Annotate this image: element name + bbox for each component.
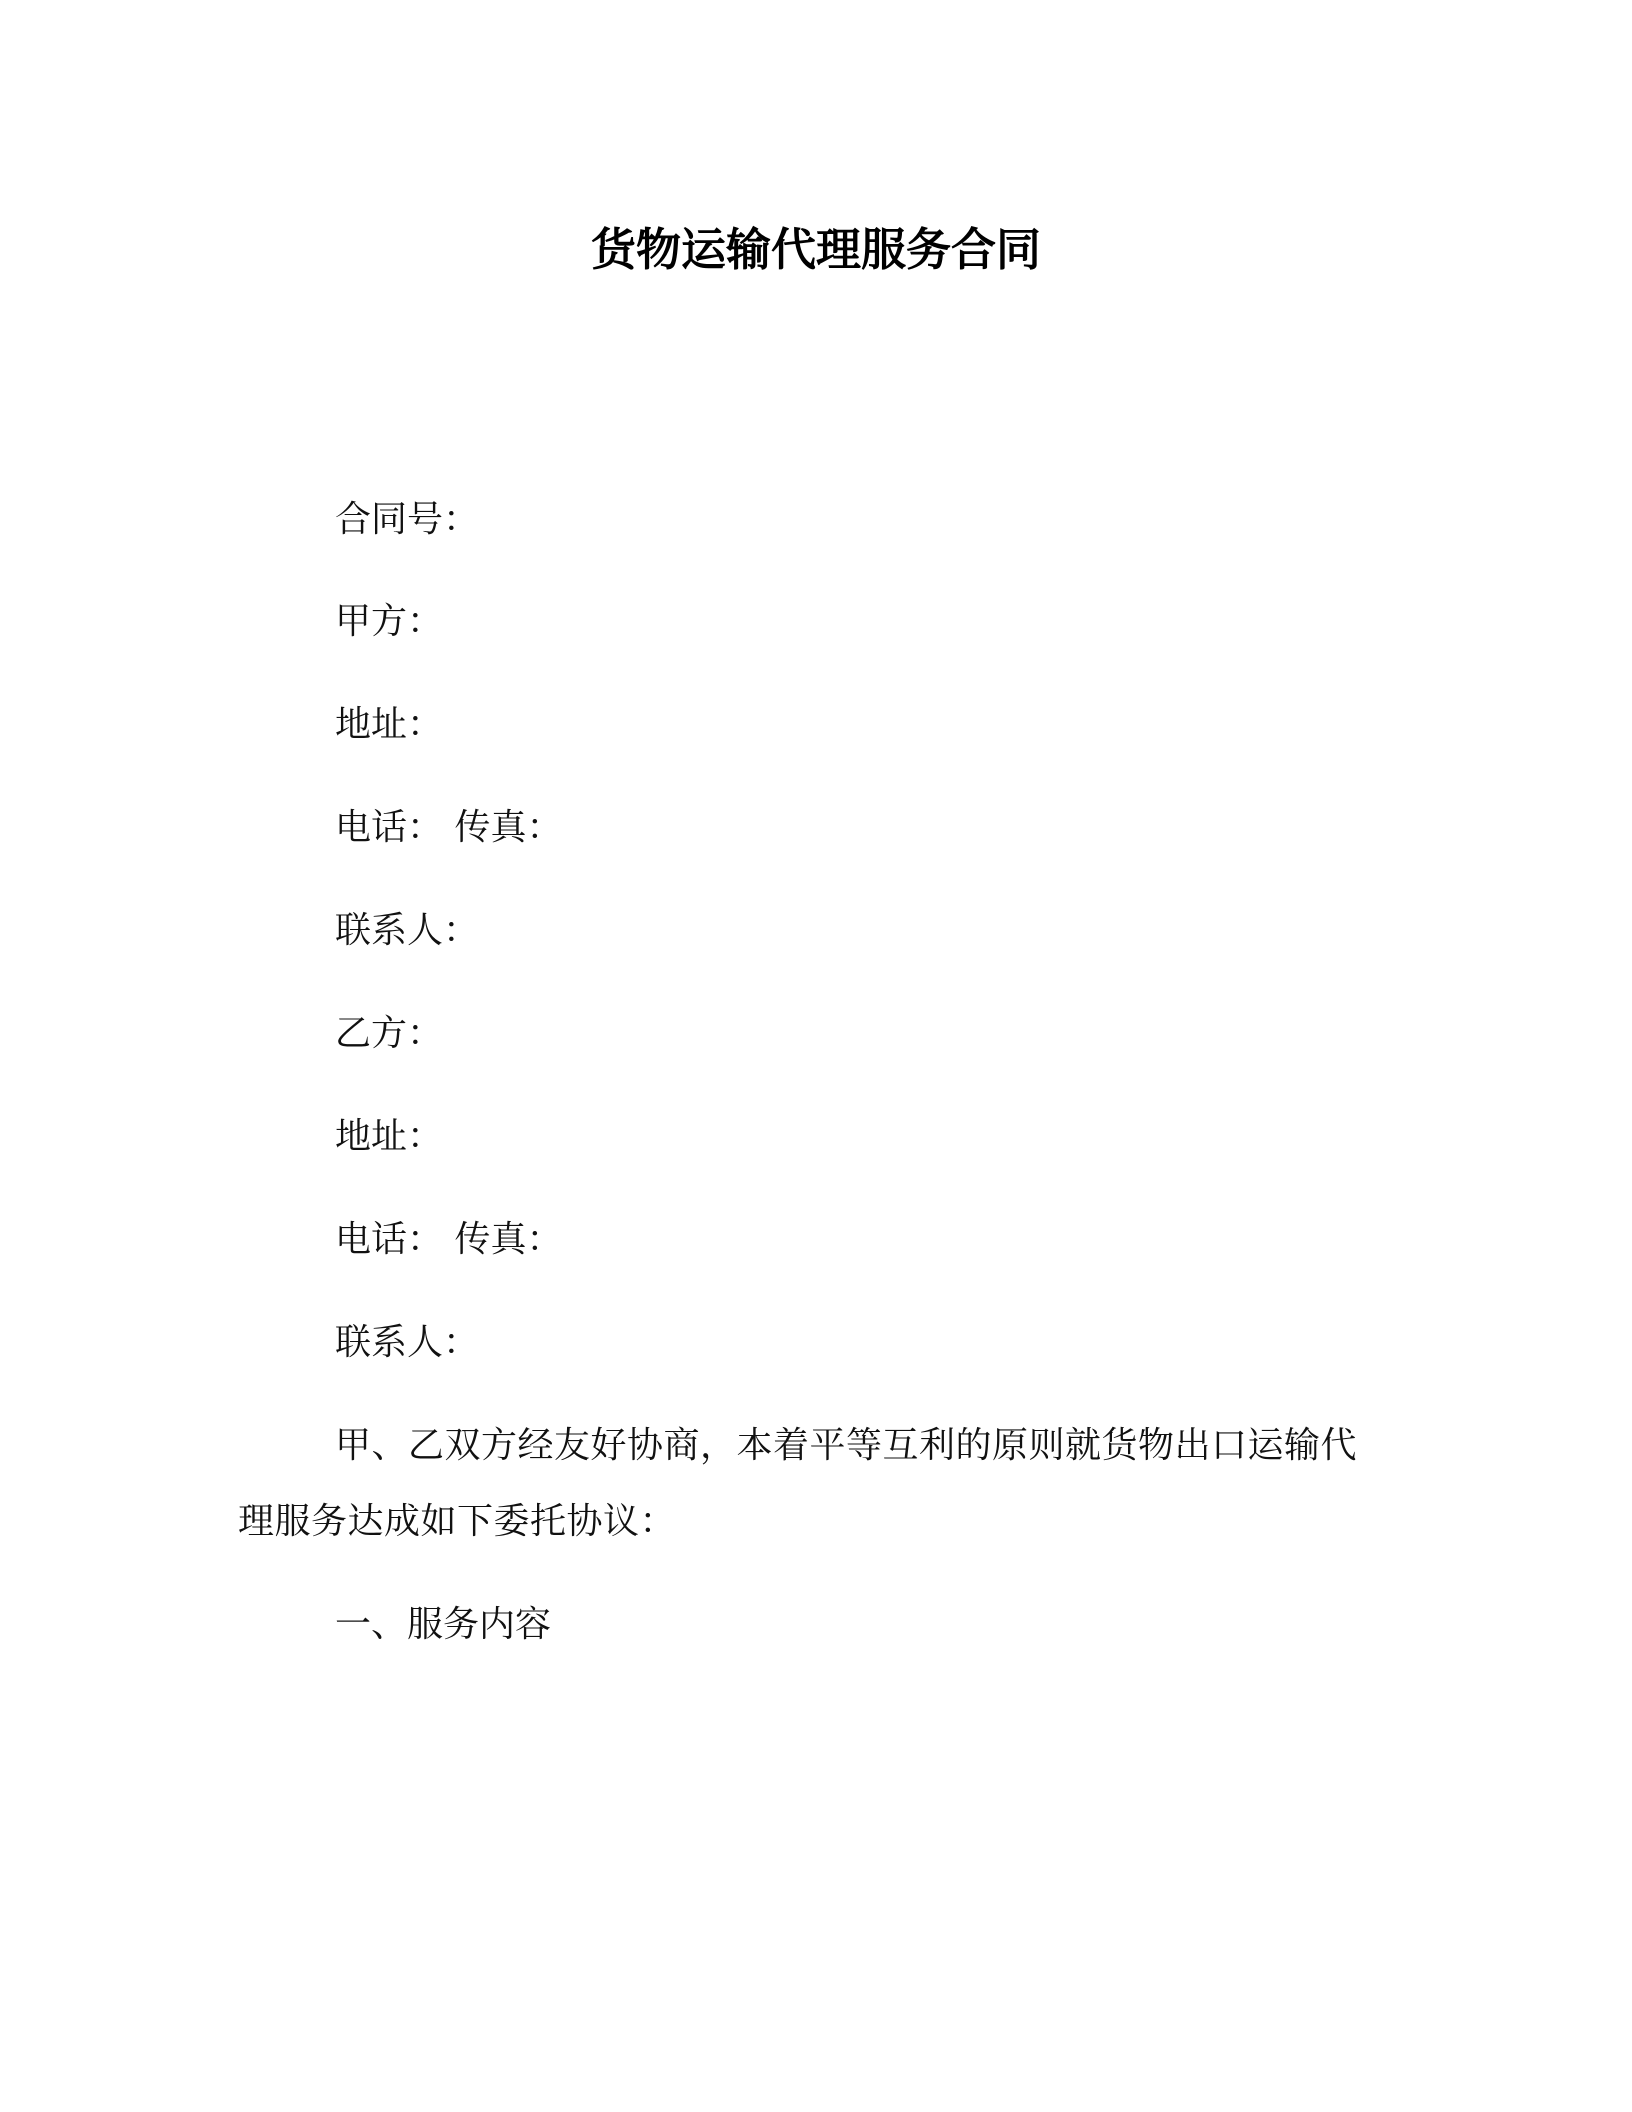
party-b-label: 乙方： [335, 1013, 444, 1054]
party-a-label: 甲方： [335, 601, 444, 642]
party-b-phone-fax-label: 电话： 传真： [335, 1219, 563, 1260]
party-a-contact-label: 联系人： [335, 910, 480, 951]
party-b-address-label: 地址： [335, 1116, 444, 1157]
contract-number-label: 合同号： [335, 499, 480, 540]
preamble-paragraph: 甲、乙双方经友好协商，本着平等互利的原则就货物出口运输代理服务达成如下委托协议： [238, 1425, 1358, 1542]
party-a-phone-fax-label: 电话： 传真： [335, 807, 563, 848]
party-b-contact-label: 联系人： [335, 1322, 480, 1363]
party-a-address-label: 地址： [335, 704, 444, 745]
section-1-heading: 一、服务内容 [335, 1604, 552, 1645]
document-title: 货物运输代理服务合同 [590, 223, 1041, 276]
